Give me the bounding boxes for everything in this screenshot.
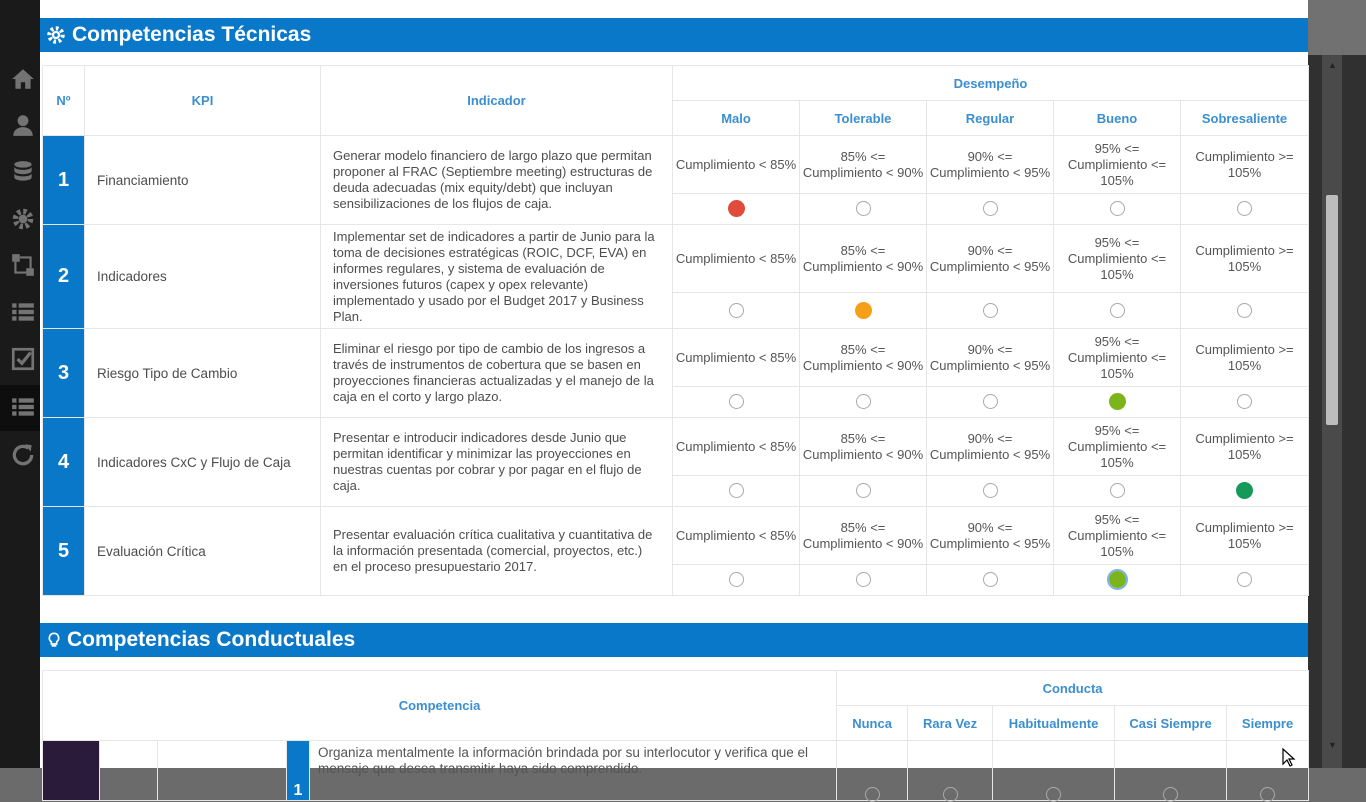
level-criteria: 95% <= Cumplimiento <= 105% [1054,225,1181,293]
behavioral-row-text-cell [310,741,837,801]
radio-button[interactable] [728,200,745,217]
competence-image [43,741,100,801]
header-never: Nunca [837,706,908,741]
technical-competencies-table [42,65,1309,596]
kpi-name: Indicadores [85,225,321,329]
radio-button[interactable] [1109,393,1126,410]
header-usually: Habitualmente [993,706,1115,741]
radio-button[interactable] [1260,787,1275,802]
page-scrollbar-thumb[interactable] [1326,195,1338,425]
option-cell [673,387,800,418]
behavioral-row-number: 1 [287,741,310,801]
radio-button[interactable] [729,303,744,318]
technical-row [43,507,1309,565]
behavioral-row-text: Organiza mentalmente la información brindada por su interlocutor y verifica que el mensaje que desea transmitir haya sido comprendido. [318,745,809,776]
kpi-name: Evaluación Crítica [85,507,321,596]
radio-button[interactable] [1110,483,1125,498]
level-criteria: Cumplimiento >= 105% [1181,136,1309,194]
row-number: 3 [43,329,85,418]
level-criteria: 90% <= Cumplimiento < 95% [927,418,1054,476]
level-criteria: Cumplimiento < 85% [673,225,800,293]
header-competence: Competencia [43,671,837,741]
level-criteria: Cumplimiento < 85% [673,418,800,476]
scroll-up-arrow-icon[interactable]: ▲ [1328,60,1337,70]
radio-button[interactable] [943,787,958,802]
header-kpi: KPI [85,66,321,136]
option-cell [800,387,927,418]
technical-row [43,329,1309,387]
radio-button[interactable] [729,394,744,409]
radio-button[interactable] [1236,482,1253,499]
level-criteria: Cumplimiento >= 105% [1181,418,1309,476]
radio-button[interactable] [1237,201,1252,216]
row-number: 5 [43,507,85,596]
radio-button[interactable] [1237,303,1252,318]
indicator-text: Generar modelo financiero de largo plazo que permitan proponer al FRAC (Septiembre meeting) estructuras de deuda adecuadas (mix equity/debt) que incluyan sensibilizaciones de los flujos de caja. [321,136,673,225]
level-criteria: Cumplimiento >= 105% [1181,329,1309,387]
level-criteria: Cumplimiento < 85% [673,136,800,194]
behavioral-option-rarely [908,741,993,801]
indicator-text: Presentar e introducir indicadores desde Junio que permitan identificar y minimizar las proyecciones en nuestras cuentas por cobrar y por pagar en el flujo de caja. [321,418,673,507]
option-cell [927,476,1054,507]
radio-button[interactable] [983,483,998,498]
behavioral-section-header [40,623,1308,657]
lightbulb-icon [46,630,62,650]
row-number: 1 [43,136,85,225]
radio-button[interactable] [865,787,880,802]
empty-cell [158,741,287,801]
level-criteria: 95% <= Cumplimiento <= 105% [1054,329,1181,387]
level-criteria: Cumplimiento < 85% [673,507,800,565]
level-criteria: Cumplimiento >= 105% [1181,225,1309,293]
technical-section-title: Competencias Técnicas [72,23,312,46]
scroll-down-arrow-icon[interactable]: ▼ [1328,740,1337,750]
option-cell [927,565,1054,596]
option-cell [1181,565,1309,596]
radio-button[interactable] [983,303,998,318]
radio-button[interactable] [1110,201,1125,216]
radio-button[interactable] [983,201,998,216]
header-conduct: Conducta [837,671,1309,706]
option-cell [927,387,1054,418]
header-level-bad: Malo [673,101,800,136]
behavioral-option-never [837,741,908,801]
radio-button[interactable] [856,483,871,498]
level-criteria: 85% <= Cumplimiento < 90% [800,507,927,565]
header-indicator: Indicador [321,66,673,136]
level-criteria: 90% <= Cumplimiento < 95% [927,329,1054,387]
mouse-cursor-icon [1282,748,1296,768]
radio-button[interactable] [1110,303,1125,318]
level-criteria: Cumplimiento >= 105% [1181,507,1309,565]
option-cell [927,293,1054,329]
option-cell [673,293,800,329]
radio-button[interactable] [1046,787,1061,802]
technical-row [43,418,1309,476]
option-cell [1054,387,1181,418]
level-criteria: 85% <= Cumplimiento < 90% [800,136,927,194]
gear-icon [46,25,66,45]
option-cell [1054,476,1181,507]
option-cell [800,293,927,329]
level-criteria: 90% <= Cumplimiento < 95% [927,136,1054,194]
option-cell [800,194,927,225]
kpi-name: Riesgo Tipo de Cambio [85,329,321,418]
option-cell [1181,476,1309,507]
empty-cell [100,741,158,801]
option-cell [1181,293,1309,329]
radio-button[interactable] [855,302,872,319]
indicator-text: Presentar evaluación crítica cualitativa y cuantitativa de la información presentada (comercial, proyectos, etc.) en el proceso presupuestario 2017. [321,507,673,596]
technical-row [43,136,1309,194]
radio-button[interactable] [729,572,744,587]
behavioral-row [43,741,1309,801]
kpi-name: Indicadores CxC y Flujo de Caja [85,418,321,507]
level-criteria: 90% <= Cumplimiento < 95% [927,507,1054,565]
level-criteria: 90% <= Cumplimiento < 95% [927,225,1054,293]
header-performance: Desempeño [673,66,1309,101]
technical-row [43,225,1309,293]
option-cell [673,194,800,225]
header-almost-always: Casi Siempre [1115,706,1227,741]
radio-button[interactable] [983,572,998,587]
indicator-text: Implementar set de indicadores a partir de Junio para la toma de decisiones estratégicas (ROIC, DCF, EVA) en informes regulares, y sistema de evaluación de inversiones futuros (capex y opex relevante) implementado y usado por el Budget 2017 y Business Plan. [321,225,673,329]
radio-button[interactable] [1237,394,1252,409]
indicator-text: Eliminar el riesgo por tipo de cambio de los ingresos a través de instrumentos de cobertura que se basen en proyecciones financieras actualizadas y el manejo de la caja en el corto y largo plazo. [321,329,673,418]
behavioral-competencies-table [42,670,1309,801]
level-criteria: 95% <= Cumplimiento <= 105% [1054,507,1181,565]
option-cell [1181,194,1309,225]
behavioral-section-title: Competencias Conductuales [67,628,356,651]
behavioral-option-usually [993,741,1115,801]
behavioral-option-always [1227,741,1309,801]
option-cell [673,565,800,596]
option-cell [1054,565,1181,596]
behavioral-option-almost-always [1115,741,1227,801]
radio-button[interactable] [856,201,871,216]
technical-section-header [40,18,1308,52]
level-criteria: 95% <= Cumplimiento <= 105% [1054,136,1181,194]
radio-button[interactable] [856,572,871,587]
header-level-good: Bueno [1054,101,1181,136]
level-criteria: 85% <= Cumplimiento < 90% [800,329,927,387]
row-number: 4 [43,418,85,507]
evaluation-modal [40,0,1308,799]
header-level-regular: Regular [927,101,1054,136]
radio-button[interactable] [1163,787,1178,802]
radio-button[interactable] [729,483,744,498]
header-num: Nº [43,66,85,136]
header-rarely: Rara Vez [908,706,993,741]
header-level-tolerable: Tolerable [800,101,927,136]
kpi-name: Financiamiento [85,136,321,225]
row-number: 2 [43,225,85,329]
radio-button[interactable] [1237,572,1252,587]
level-criteria: 85% <= Cumplimiento < 90% [800,418,927,476]
option-cell [1181,387,1309,418]
option-cell [1054,194,1181,225]
level-criteria: 85% <= Cumplimiento < 90% [800,225,927,293]
radio-button[interactable] [983,394,998,409]
option-cell [800,476,927,507]
option-cell [800,565,927,596]
header-always: Siempre [1227,706,1309,741]
level-criteria: Cumplimiento < 85% [673,329,800,387]
option-cell [1054,293,1181,329]
option-cell [927,194,1054,225]
level-criteria: 95% <= Cumplimiento <= 105% [1054,418,1181,476]
header-level-outstanding: Sobresaliente [1181,101,1309,136]
option-cell [673,476,800,507]
radio-button[interactable] [1109,571,1126,588]
radio-button[interactable] [856,394,871,409]
